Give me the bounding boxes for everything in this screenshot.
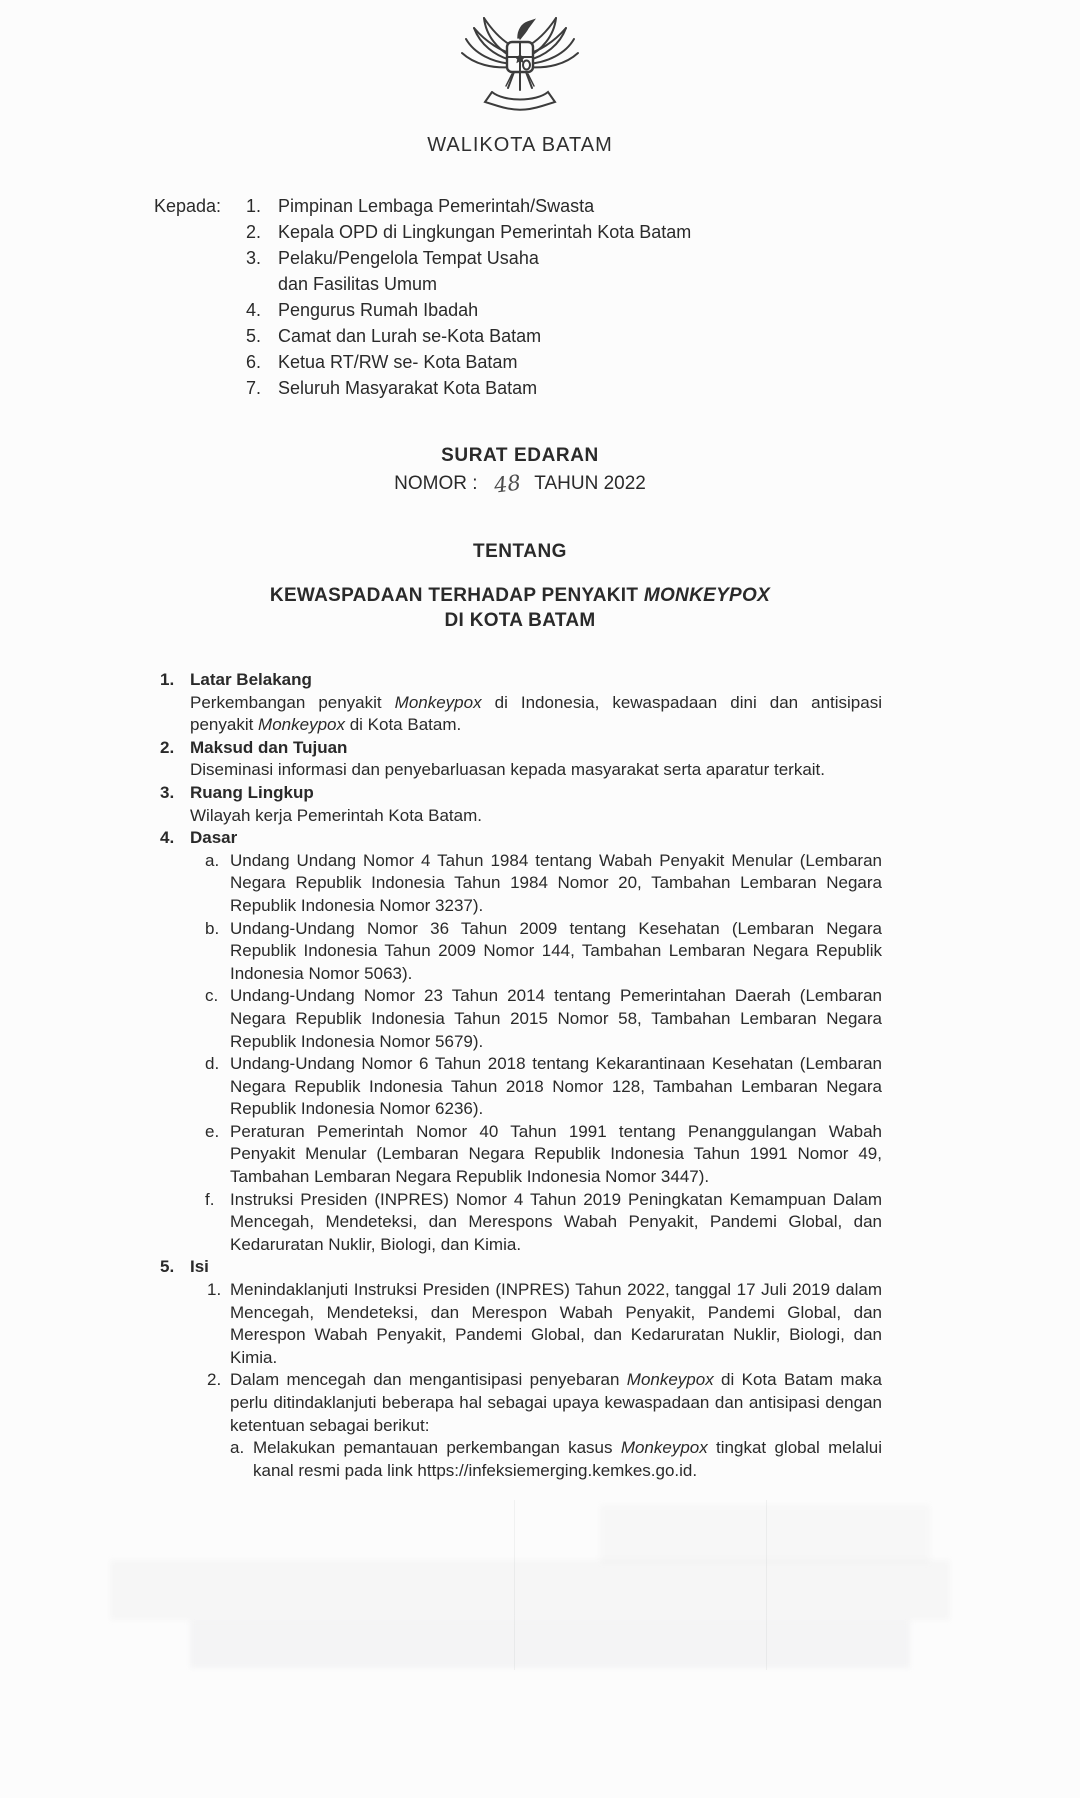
item-body xyxy=(230,918,882,986)
section-paragraph: Diseminasi informasi dan penyebarluasan kepada masyarakat serta aparatur terkait. xyxy=(190,760,825,780)
sub-item xyxy=(230,1437,882,1482)
scan-artifact xyxy=(600,1505,930,1563)
item-number: e. xyxy=(205,1121,220,1141)
section-number: 3. xyxy=(160,782,175,802)
subject-block xyxy=(150,445,890,498)
legal-item xyxy=(190,985,882,1053)
recipient-item xyxy=(246,245,691,297)
section-title: Latar Belakang xyxy=(190,670,312,689)
item-number: b. xyxy=(205,918,220,938)
section-paragraph: Perkembangan penyakit Monkeypox di Indonesia, kewaspadaan dini dan antisipasi penyakit Monkeypox di Kota Batam. xyxy=(190,692,882,735)
isi-item xyxy=(190,1279,882,1369)
sub-item-number: a. xyxy=(230,1438,245,1458)
recipient-item xyxy=(246,349,691,375)
nomor-suffix: TAHUN 2022 xyxy=(534,473,646,494)
subject-title xyxy=(150,583,890,633)
section-item xyxy=(150,737,890,782)
recipient-number: 1. xyxy=(246,196,262,216)
item-text: Instruksi Presiden (INPRES) Nomor 4 Tahun 2019 Peningkatan Kemampuan Dalam Mencegah, Mendeteksi, dan Merespons Wabah Penyakit, Pandemi Global, dan Kedaruratan Nuklir, Biologi, dan Kimia. xyxy=(230,1189,882,1254)
item-body xyxy=(230,1189,882,1257)
recipient-block xyxy=(150,193,890,401)
recipient-item xyxy=(246,297,691,323)
recipient-number: 6. xyxy=(246,352,262,372)
subject-title-line1: KEWASPADAAN TERHADAP PENYAKIT MONKEYPOX xyxy=(269,585,771,606)
item-number: d. xyxy=(205,1054,220,1074)
section-title: Dasar xyxy=(190,828,238,848)
section-item xyxy=(150,1256,890,1482)
recipient-text: Pimpinan Lembaga Pemerintah/Swasta xyxy=(278,196,595,216)
isi-item xyxy=(190,1369,882,1482)
scan-artifact xyxy=(766,1500,767,1670)
doc-number-line xyxy=(150,470,890,498)
recipient-text: Kepala OPD di Lingkungan Pemerintah Kota Batam xyxy=(278,222,692,242)
letterhead-title: WALIKOTA BATAM xyxy=(427,134,613,156)
section-title: Maksud dan Tujuan xyxy=(190,737,348,757)
recipient-number: 7. xyxy=(246,378,262,398)
section-paragraph: Wilayah kerja Pemerintah Kota Batam. xyxy=(190,805,482,825)
item-text: Dalam mencegah dan mengantisipasi penyebaran Monkeypox di Kota Batam maka perlu ditindaklanjuti beberapa hal sebagai upaya kewaspadaan dan antisipasi dengan ketentuan sebagai berikut: xyxy=(230,1370,882,1435)
legal-item xyxy=(190,918,882,986)
item-body xyxy=(230,1369,882,1482)
garuda-pancasila-emblem-icon xyxy=(454,8,586,112)
item-text: Peraturan Pemerintah Nomor 40 Tahun 1991 tentang Penanggulangan Wabah Penyakit Menular (Lembaran Negara Republik Indonesia Tahun 1991 Nomor 49, Tambahan Lembaran Negara Republik Indonesia Nomor 3447). xyxy=(230,1121,882,1187)
recipient-text: Pelaku/Pengelola Tempat Usaha dan Fasilitas Umum xyxy=(278,248,539,294)
item-number: a. xyxy=(205,850,220,870)
item-body xyxy=(230,850,882,918)
section-content xyxy=(190,737,882,782)
legal-item xyxy=(190,1189,882,1257)
section-item xyxy=(150,782,890,827)
legal-item xyxy=(190,1121,882,1189)
legal-item xyxy=(190,1053,882,1121)
item-text: Undang Undang Nomor 4 Tahun 1984 tentang Wabah Penyakit Menular (Lembaran Negara Republik Indonesia Tahun 1984 Nomor 20, Tambahan Lembaran Negara Republik Indonesia Nomor 3237). xyxy=(230,850,882,915)
item-number: 1. xyxy=(207,1280,222,1300)
letter-body xyxy=(150,0,890,1482)
recipient-item xyxy=(246,219,691,245)
item-body xyxy=(230,1279,882,1369)
recipient-number: 2. xyxy=(246,222,262,242)
tentang-label: TENTANG xyxy=(473,541,567,562)
item-number: f. xyxy=(205,1189,215,1209)
item-text: Undang-Undang Nomor 36 Tahun 2009 tentang Kesehatan (Lembaran Negara Republik Indonesia Tahun 2009 Nomor 144, Tambahan Lembaran Negara Republik Indonesia Nomor 5063). xyxy=(230,918,882,983)
section-item xyxy=(150,827,890,1256)
section-item xyxy=(150,669,890,737)
scan-artifact xyxy=(190,1620,910,1668)
recipient-number: 4. xyxy=(246,300,262,320)
recipient-list xyxy=(246,193,691,401)
item-text: Menindaklanjuti Instruksi Presiden (INPRES) Tahun 2022, tanggal 17 Juli 2019 dalam Mencegah, Mendeteksi, dan Merespon Wabah Penyakit, Pandemi Global, dan Merespon Wabah Penyakit, Pandemi Global, dan Kedaruratan Nuklir, Biologi, dan Kimia. xyxy=(230,1280,882,1367)
section-number: 2. xyxy=(160,737,175,757)
item-text: Undang-Undang Nomor 6 Tahun 2018 tentang Kekarantinaan Kesehatan (Lembaran Negara Republik Indonesia Tahun 2018 Nomor 128, Tambahan Lembaran Negara Republik Indonesia Nomor 6236). xyxy=(230,1054,882,1119)
recipient-text: Seluruh Masyarakat Kota Batam xyxy=(278,378,538,398)
item-number: c. xyxy=(205,986,219,1006)
recipient-item xyxy=(246,193,691,219)
recipient-text: Camat dan Lurah se-Kota Batam xyxy=(278,326,542,346)
recipient-item xyxy=(246,375,691,401)
recipient-text: Pengurus Rumah Ibadah xyxy=(278,300,479,320)
subject-title-line2: DI KOTA BATAM xyxy=(444,610,596,631)
item-body xyxy=(230,985,882,1053)
section-number: 5. xyxy=(160,1257,175,1277)
nomor-prefix: NOMOR : xyxy=(394,473,478,494)
recipient-number: 5. xyxy=(246,326,262,346)
section-content xyxy=(190,1256,882,1482)
scan-artifact xyxy=(110,1560,950,1620)
sub-item-text: Melakukan pemantauan perkembangan kasus Monkeypox tingkat global melalui kanal resmi pada link https://infeksiemerging.kemkes.go.id. xyxy=(253,1438,883,1480)
recipient-text: Ketua RT/RW se- Kota Batam xyxy=(278,352,518,372)
item-text: Undang-Undang Nomor 23 Tahun 2014 tentang Pemerintahan Daerah (Lembaran Negara Republik Indonesia Tahun 2015 Nomor 58, Tambahan Lembaran Negara Republik Indonesia Nomor 5679). xyxy=(230,986,882,1051)
section-title: Isi xyxy=(190,1257,209,1277)
doc-title: SURAT EDARAN xyxy=(441,445,599,466)
handwritten-number: 48 xyxy=(492,470,522,498)
section-title: Ruang Lingkup xyxy=(190,782,314,802)
legal-item xyxy=(190,850,882,918)
section-number: 4. xyxy=(160,828,175,848)
scan-artifact xyxy=(514,1500,515,1670)
section-content xyxy=(190,669,882,737)
section-list xyxy=(150,669,890,1482)
recipients-label: Kepada: xyxy=(154,196,222,216)
item-number: 2. xyxy=(207,1370,222,1390)
section-content xyxy=(190,827,882,1256)
item-body xyxy=(230,1053,882,1121)
section-number: 1. xyxy=(160,670,175,689)
section-content xyxy=(190,782,882,827)
item-body xyxy=(230,1121,882,1189)
recipient-number: 3. xyxy=(246,248,262,268)
recipient-item xyxy=(246,323,691,349)
